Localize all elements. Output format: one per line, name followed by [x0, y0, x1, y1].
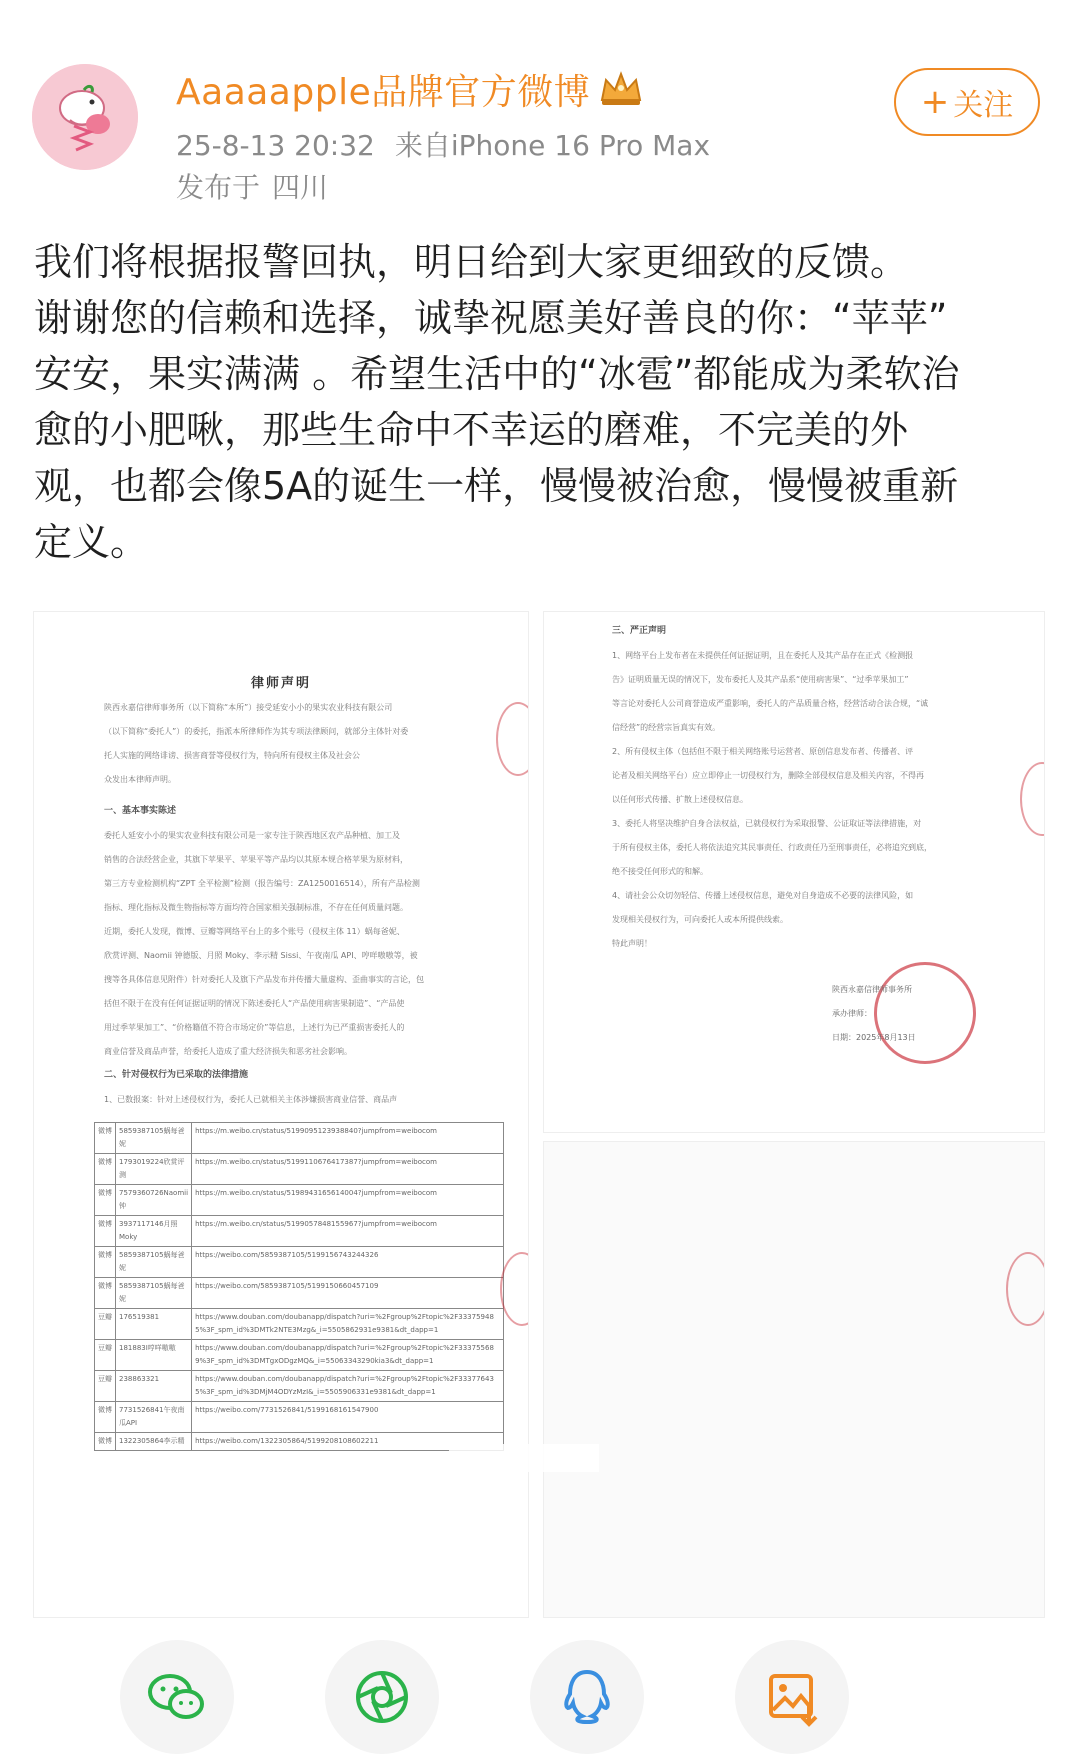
table-cell-account: 238863321: [116, 1371, 192, 1402]
doc-paragraph: [104, 696, 494, 792]
doc-text-line: 等言论对委托人公司商誉造成严重影响，委托人的产品质量合格，经营活动合法合规，“诚: [612, 699, 929, 708]
post-image-lawyer-statement-page3[interactable]: [544, 1142, 1044, 1617]
table-row: [95, 1402, 504, 1433]
post-text-line: 观，也都会像5A的诞生一样，慢慢被治愈，慢慢被重新: [34, 464, 959, 508]
table-cell-url: https://weibo.com/5859387105/5199156743244326: [192, 1247, 504, 1278]
table-cell-account: 3937117146月照Moky: [116, 1216, 192, 1247]
table-cell-url: https://m.weibo.cn/status/5199095123938840?jumpfrom=weibocom: [192, 1123, 504, 1154]
table-cell-url: https://www.douban.com/doubanapp/dispatch?uri=%2Fgroup%2Ftopic%2F333776435%3F_spm_id%3DMjM4ODYzMzI&_i=5505906331e9381&dt_dapp=1: [192, 1371, 504, 1402]
doc-text-line: 绝不接受任何形式的和解。: [612, 867, 708, 876]
table-cell-platform: 豆瓣: [95, 1309, 116, 1340]
doc-text-line: 于所有侵权主体，委托人将依法追究其民事责任、行政责任乃至刑事责任，必将追究到底，: [612, 843, 932, 852]
crown-icon: [598, 70, 644, 108]
doc-text-line: 4、请社会公众切勿轻信、传播上述侵权信息，避免对自身造成不必要的法律风险，如: [612, 891, 914, 900]
table-cell-url: https://m.weibo.cn/status/5199110676417387?jumpfrom=weibocom: [192, 1154, 504, 1185]
doc-text-line: 众发出本律师声明。: [104, 775, 176, 784]
doc-text-line: 陕西永嘉信律师事务所（以下简称“本所”）接受延安小小的果实农业科技有限公司: [104, 703, 393, 712]
table-cell-platform: 微博: [95, 1216, 116, 1247]
post-source: 来自iPhone 16 Pro Max: [394, 129, 711, 162]
post-location: [176, 166, 328, 206]
post-header: [0, 0, 1078, 204]
doc-text-line: 3、委托人将坚决维护自身合法权益，已就侵权行为采取报警、公证取证等法律措施，对: [612, 819, 922, 828]
avatar[interactable]: [32, 64, 138, 170]
table-cell-platform: 豆瓣: [95, 1340, 116, 1371]
doc-text-line: 2、所有侵权主体（包括但不限于相关网络账号运营者、原创信息发布者、传播者、评: [612, 747, 914, 756]
qq-icon: [552, 1662, 622, 1732]
doc-text-line: 托人实施的网络诽谤、损害商誉等侵权行为，特向所有侵权主体及社会公: [104, 751, 360, 760]
table-row: [95, 1185, 504, 1216]
doc-section-solemn: [612, 618, 1012, 956]
table-row: [95, 1123, 504, 1154]
table-cell-platform: 微博: [95, 1185, 116, 1216]
doc-text-line: 告》证明质量无误的情况下，发布委托人及其产品系“使用病害果”、“过季苹果加工”: [612, 675, 909, 684]
table-row: [95, 1340, 504, 1371]
image-overlay-bar: [449, 1444, 599, 1472]
table-cell-platform: 豆瓣: [95, 1371, 116, 1402]
table-cell-platform: 微博: [95, 1278, 116, 1309]
location-prefix: 发布于: [176, 171, 261, 204]
table-row: [95, 1278, 504, 1309]
doc-text-line: （以下简称“委托人”）的委托，指派本所律师作为其专项法律顾问，就部分主体针对委: [104, 727, 409, 736]
wechat-icon: [142, 1662, 212, 1732]
doc-text-line: 1、已数报案：针对上述侵权行为，委托人已就相关主体涉嫌损害商业信誉、商品声: [104, 1095, 398, 1104]
doc-section-basic-facts: [104, 798, 494, 1064]
table-row: [95, 1371, 504, 1402]
doc-section-heading: 二、针对侵权行为已采取的法律措施: [104, 1070, 249, 1080]
table-cell-url: https://weibo.com/1322305864/5199208108602211: [192, 1433, 504, 1451]
location-value: 四川: [272, 171, 329, 204]
table-cell-platform: 微博: [95, 1247, 116, 1278]
table-cell-url: https://m.weibo.cn/status/5199057848155967?jumpfrom=weibocom: [192, 1216, 504, 1247]
seal-edge-mark: [500, 1252, 528, 1326]
share-wechat-button[interactable]: [120, 1640, 234, 1754]
table-cell-platform: 微博: [95, 1433, 116, 1451]
doc-section-heading: 一、基本事实陈述: [104, 806, 177, 816]
doc-title: 律师声明: [250, 676, 311, 691]
doc-text-line: 用过季苹果加工”、“价格籍值不符合市场定价”等信息，上述行为已严重损害委托人的: [104, 1023, 405, 1032]
post-text-line: 定义。: [34, 520, 149, 564]
share-moments-button[interactable]: [325, 1640, 439, 1754]
username[interactable]: Aaaaapple品牌官方微博: [176, 72, 591, 113]
table-row: [95, 1309, 504, 1340]
post-body: [34, 234, 1044, 570]
image-download-icon: [757, 1662, 827, 1732]
table-cell-account: 5859387105蜗每爸妮: [116, 1123, 192, 1154]
doc-text-line: 搜等各具体信息见附件）针对委托人及旗下产品发布并传播大量虚构、歪曲事实的言论，包: [104, 975, 424, 984]
plus-icon: +: [920, 82, 950, 122]
doc-section-legal-measures: [104, 1062, 494, 1112]
doc-text-line: 1、网络平台上发布者在未提供任何证据证明，且在委托人及其产品存在正式《检测报: [612, 651, 914, 660]
doc-text-line: 论者及相关网络平台）应立即停止一切侵权行为，删除全部侵权信息及相关内容，不得再: [612, 771, 924, 780]
apple-mascot-icon: [32, 64, 138, 170]
table-cell-url: https://www.douban.com/doubanapp/dispatch?uri=%2Fgroup%2Ftopic%2F333759485%3F_spm_id%3DMTk2NTE3Mzg&_i=5505862931e9381&dt_dapp=1: [192, 1309, 504, 1340]
doc-text-line: 商业信誉及商品声誉，给委托人造成了重大经济损失和恶劣社会影响。: [104, 1047, 352, 1056]
table-cell-url: https://weibo.com/5859387105/5199150660457109: [192, 1278, 504, 1309]
doc-text-line: 以任何形式传播、扩散上述侵权信息。: [612, 795, 748, 804]
doc-text-line: 信经营”的经营宗旨真实有效。: [612, 723, 721, 732]
doc-text-line: 括但不限于在没有任何证据证明的情况下陈述委托人“产品使用病害果制造”、“产品使: [104, 999, 405, 1008]
table-cell-platform: 微博: [95, 1154, 116, 1185]
infringement-table: [94, 1122, 504, 1451]
share-bar: [0, 1640, 1078, 1742]
table-row: [95, 1247, 504, 1278]
doc-text-line: 销售的合法经营企业，其旗下苹果平、苹果平等产品均以其原本规合格苹果为原材料，: [104, 855, 408, 864]
table-cell-url: https://www.douban.com/doubanapp/dispatch?uri=%2Fgroup%2Ftopic%2F333755689%3F_spm_id%3DMTgxODgzMQ&_i=55063343290kia3&dt_dapp=1: [192, 1340, 504, 1371]
official-seal-icon: [874, 962, 976, 1064]
table-cell-account: 7579360726Naomii钟: [116, 1185, 192, 1216]
table-cell-account: 7731526841午夜南瓜API: [116, 1402, 192, 1433]
law-firm-name: 陕西永嘉信律师事务所: [832, 985, 912, 994]
doc-text-line: 委托人延安小小的果实农业科技有限公司是一家专注于陕西地区农产品种植、加工及: [104, 831, 400, 840]
table-cell-account: 1322305864李示精: [116, 1433, 192, 1451]
table-row: [95, 1154, 504, 1185]
moments-icon: [347, 1662, 417, 1732]
doc-section-heading: 三、严正声明: [612, 626, 667, 636]
doc-text-line: 近期，委托人发现，微博、豆瓣等网络平台上的多个账号（侵权主体 11）蜗每爸妮、: [104, 927, 405, 936]
seal-edge-mark: [496, 702, 528, 776]
table-cell-platform: 微博: [95, 1123, 116, 1154]
table-row: [95, 1216, 504, 1247]
post-text-line: 谢谢您的信赖和选择，诚挚祝愿美好善良的你：“苹苹”: [34, 296, 948, 340]
share-qq-button[interactable]: [530, 1640, 644, 1754]
table-cell-account: 5859387105蜗每爸妮: [116, 1247, 192, 1278]
doc-text-line: 欣赏评测、Naomii 钟德版、月照 Moky、李示精 Sissi、午夜南瓜 API、哼咩嗷嗷等，被: [104, 951, 418, 960]
doc-text-line: 第三方专业检测机构“ZPT 全平检测”检测（报告编号：ZA1250016514），所有产品检测: [104, 879, 420, 888]
table-cell-account: 181883I哼咩嗷嗷: [116, 1340, 192, 1371]
save-image-button[interactable]: [735, 1640, 849, 1754]
table-cell-account: 1793019224欣赏评测: [116, 1154, 192, 1185]
follow-label: 关注: [953, 88, 1014, 123]
table-cell-url: https://m.weibo.cn/status/5198943165614004?jumpfrom=weibocom: [192, 1185, 504, 1216]
post-date: 25-8-13 20:32: [176, 129, 375, 162]
table-row: [95, 1433, 504, 1451]
doc-closing: 特此声明！: [612, 939, 652, 948]
post-meta: [176, 124, 710, 164]
doc-text-line: 发现相关侵权行为，可向委托人或本所提供线索。: [612, 915, 788, 924]
doc-text-line: 指标、理化指标及微生物指标等方面均符合国家相关强制标准，不存在任何质量问题。: [104, 903, 408, 912]
post-text-line: 安安，果实满满 。希望生活中的“冰雹”都能成为柔软治: [34, 352, 960, 396]
post-images: [34, 612, 1044, 1617]
post-image-lawyer-statement-page2[interactable]: [544, 612, 1044, 1132]
follow-button[interactable]: [894, 68, 1040, 136]
table-cell-platform: 微博: [95, 1402, 116, 1433]
signing-date: 日期：2025年8月13日: [832, 1033, 916, 1042]
table-cell-account: 5859387105蜗每爸妮: [116, 1278, 192, 1309]
post-text-line: 愈的小肥啾，那些生命中不幸运的磨难，不完美的外: [34, 408, 909, 452]
post-text-line: 我们将根据报警回执，明日给到大家更细致的反馈。: [34, 240, 909, 284]
table-cell-account: 176519381: [116, 1309, 192, 1340]
table-cell-url: https://weibo.com/7731526841/5199168161547900: [192, 1402, 504, 1433]
seal-edge-mark: [1020, 762, 1044, 836]
signer-label: 承办律师：: [832, 1009, 872, 1018]
seal-edge-mark: [1006, 1252, 1044, 1326]
